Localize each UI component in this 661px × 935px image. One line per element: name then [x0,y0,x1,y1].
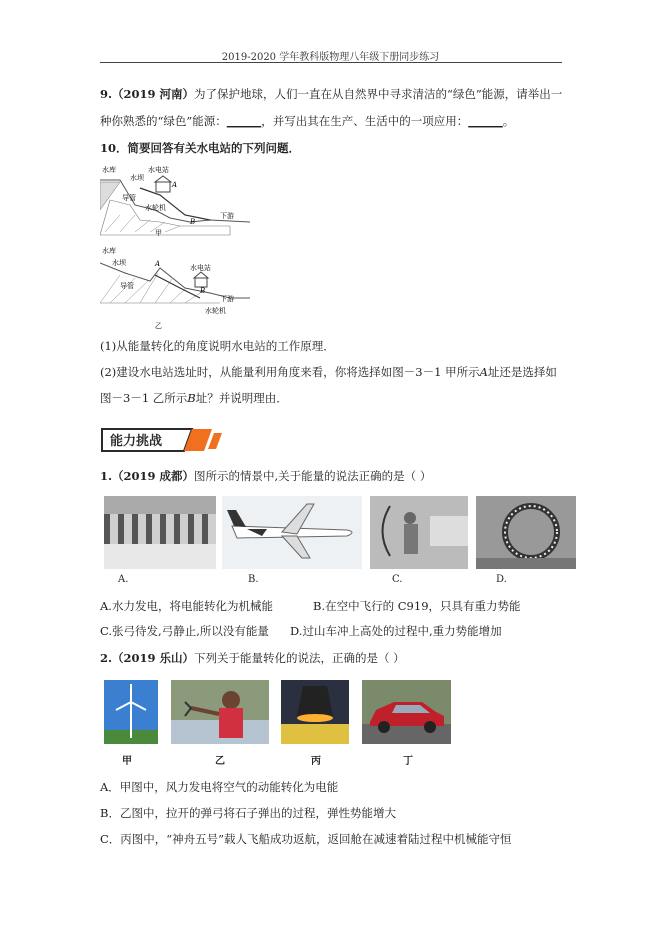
section-title: 能力挑战 [110,434,163,449]
question-2-line [100,650,405,666]
question-9-line-1 [100,86,562,102]
image-bing-capsule [281,680,349,744]
header-divider [100,62,562,63]
label-dam-yi: 水坝 [112,259,126,267]
label-turbine-jia: 水轮机 [145,204,166,212]
question-9-number: 9.（2019 河南） [100,87,195,101]
question-10-sub-3 [100,390,288,406]
label-b-jia: B [190,218,196,226]
sub-3-text-a: 图－3－1 乙所示 [100,391,188,405]
label-turbine-yi: 水轮机 [205,307,226,315]
label-downstream-yi: 下游 [220,295,234,303]
label-image-ding: 丁 [403,756,413,767]
hydro-diagram-yi [100,243,250,333]
label-pipe-yi: 导管 [120,282,134,290]
image-b-airplane [222,496,362,569]
caption-jia: 甲 [155,229,162,237]
option-1c[interactable]: C.张弓待发,弓静止,所以没有能量 [100,624,269,638]
label-pipe-jia: 导管 [122,194,136,202]
label-a-yi: A [155,260,161,268]
label-reservoir-jia: 水库 [102,166,116,174]
label-image-d: D. [496,574,507,585]
question-1-line [100,468,431,484]
label-b-yi: B [200,287,206,295]
label-image-a: A. [118,574,129,585]
option-2b[interactable]: B．乙图中，拉开的弹弓将石子弹出的过程，弹性势能增大 [100,806,396,820]
question-9-text-1: 为了保护地球，人们一直在从自然界中寻求清洁的“绿色”能源，请举出一 [194,87,563,101]
image-d-roller-coaster [476,496,576,569]
sub-3-var-b: B [187,391,196,405]
label-downstream-jia: 下游 [220,212,234,220]
question-1-text: 图所示的情景中,关于能量的说法正确的是（ ） [194,469,432,483]
sub-2-var-a: A [479,365,488,379]
option-2a[interactable]: A．甲图中，风力发电将空气的动能转化为电能 [100,780,339,794]
question-1-number: 1.（2019 成都） [100,469,195,483]
question-9-text-2: 种你熟悉的“绿色”能源： [100,114,227,128]
question-10-title: 10．简要回答有关水电站的下列问题． [100,141,301,155]
option-1d[interactable]: D.过山车冲上高处的过程中,重力势能增加 [290,624,502,638]
question-10-sub-2 [100,364,557,380]
caption-yi: 乙 [155,322,162,330]
label-image-yi: 乙 [215,756,225,767]
blank-energy-source[interactable]: ______ [226,114,262,128]
page-header: 2019-2020 学年教科版物理八年级下册同步练习 [221,52,440,63]
option-2c[interactable]: C．丙图中，“神舟五号”载人飞船成功返航，返回舱在减速着陆过程中机械能守恒 [100,832,512,846]
label-image-jia: 甲 [122,756,132,767]
sub-3-text-b: 址？并说明理由． [195,391,288,405]
sub-2-text-b: 址还是选择如 [487,365,557,379]
label-station-jia: 水电站 [148,166,169,174]
label-station-yi: 水电站 [190,264,211,272]
question-10-sub-1: (1)从能量转化的角度说明水电站的工作原理． [100,339,335,353]
image-yi-slingshot-boy [171,680,269,744]
question-9-text-4: 。 [502,114,515,128]
label-image-bing: 丙 [311,756,321,767]
label-a-jia: A [172,181,178,189]
image-a-dam [104,496,216,569]
question-2-number: 2.（2019 乐山） [100,651,195,665]
blank-application[interactable]: ______ [468,114,503,128]
question-2-text: 下列关于能量转化的说法，正确的是（ ） [194,651,405,665]
label-reservoir-yi: 水库 [102,247,116,255]
option-1a[interactable]: A.水力发电，将电能转化为机械能 [100,599,273,613]
label-image-b: B. [248,574,259,585]
image-jia-wind-turbine [104,680,158,744]
hydro-diagram-jia [100,160,250,240]
image-ding-car [362,680,451,744]
section-banner [100,425,232,455]
sub-2-text-a: (2)建设水电站选址时，从能量利用角度来看，你将选择如图－3－1 甲所示 [100,365,480,379]
question-9-line-2 [100,113,514,129]
label-dam-jia: 水坝 [130,174,144,182]
option-1b[interactable]: B.在空中飞行的 C919，只具有重力势能 [313,599,521,613]
label-image-c: C. [392,574,403,585]
question-9-text-3: ，并写出其在生产、生活中的一项应用： [261,114,469,128]
image-c-archer [370,496,468,569]
